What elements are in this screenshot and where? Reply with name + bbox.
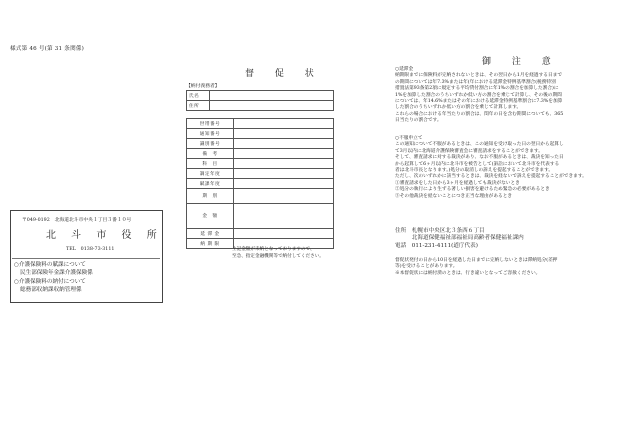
text-line: から起算して6ヶ月以内に北斗市を被告として(訴訟において北斗市を代表する xyxy=(395,161,560,167)
notice-line: 上記金額が未納となっておりますので、 xyxy=(232,247,315,252)
detail-label: 世帯番号 xyxy=(187,119,234,129)
text-line: ②処分の執行により生ずる著しい損害を避けるため緊急の必要があるとき xyxy=(395,187,550,193)
detail-label: 科 目 xyxy=(187,159,234,169)
table-row xyxy=(187,139,334,149)
section-title: ○不服申立て xyxy=(395,136,423,141)
table-row xyxy=(187,91,334,101)
name-label: 氏名 xyxy=(187,91,210,101)
detail-table xyxy=(186,118,334,249)
detail-label: 通知番号 xyxy=(187,129,234,139)
notice-line: 至急、指定金融機関等で納付してください。 xyxy=(232,254,324,260)
office-tel: TEL 0138-73-3111 xyxy=(66,247,115,252)
page-title: 督 促 状 xyxy=(245,69,323,79)
table-row xyxy=(187,189,334,204)
table-row xyxy=(187,169,334,179)
review-board-contact xyxy=(395,228,524,250)
payer-section-label: 【納付義務者】 xyxy=(186,84,220,89)
payer-table xyxy=(186,90,334,111)
text-line: ※本督促状には納付済のときは、行き違いとなってご容赦ください。 xyxy=(395,270,541,276)
table-row xyxy=(187,179,334,189)
address-value xyxy=(210,101,334,111)
contact-title: ○介護保険料の納付について xyxy=(14,279,86,285)
text-line: ただし、次のいずれかに該当するときは、裁決を経ないで訴えを提起することができます。 xyxy=(395,174,587,180)
table-row xyxy=(187,101,334,111)
office-name: 北 斗 市 役 所 xyxy=(46,230,163,241)
divider xyxy=(12,258,160,259)
address-label: 住所 xyxy=(187,101,210,111)
text-line: 督促状発付の日から10日を経過した日までに完納しないときは滞納処分(差押 xyxy=(395,258,558,263)
name-value xyxy=(210,91,334,101)
table-row xyxy=(187,159,334,169)
detail-label: 識別番号 xyxy=(187,139,234,149)
table-row xyxy=(187,229,334,239)
text-line: 等)を受けることがあります。 xyxy=(395,264,458,270)
detail-label: 金 額 xyxy=(187,204,234,229)
detail-label: 延 滞 金 xyxy=(187,229,234,239)
appeal-section xyxy=(395,136,610,200)
text-line: の期間については年7.3%または年(年における延滞金特例基準割合(税務特別 xyxy=(395,79,556,85)
text-line: 納期限までに保険料が完納されないときは、その翌日から1月を経過する日まで xyxy=(395,73,563,79)
table-row xyxy=(187,149,334,159)
detail-label: 期 別 xyxy=(187,189,234,204)
text-line: そして、審査請求に対する裁決があり、なお不服があるときは、裁決を知った日 xyxy=(395,155,564,161)
text-line: ③その他裁決を経ないことにつき正当な理由があるとき xyxy=(395,193,513,199)
table-row xyxy=(187,129,334,139)
detail-label: 納 期 限 xyxy=(187,239,234,249)
contact-line: 電話 011-231-4111(道庁代表) xyxy=(395,242,478,249)
contact-dept: 民生部保険年金課介護保険係 xyxy=(20,269,93,276)
text-line: 日当たりの割合です。 xyxy=(395,118,442,124)
text-line: 者は北斗市長となります。)処分の取消しの訴えを提起することができます。 xyxy=(395,168,554,174)
form-number: 様式第 46 号(第 31 条関係) xyxy=(10,46,85,52)
payment-contact xyxy=(14,279,86,294)
text-line: 1%を加算した割合のうちいずれか低い方の割合を乗じて計算し、その後の期間 xyxy=(395,92,562,98)
contact-dept: 総務部収納課収納管理係 xyxy=(20,286,82,293)
detail-label: 調定年度 xyxy=(187,169,234,179)
text-line: ①審査請求をした日から3ヶ月を経過しても裁決がないとき xyxy=(395,180,520,186)
contact-line: 住所 札幌市中央区北３条西６丁目 xyxy=(395,228,485,234)
detail-label: 賦課年度 xyxy=(187,179,234,189)
postal-address: 〒049-0192 北海道北斗市中央１丁目３番１０号 xyxy=(22,218,132,223)
assessment-contact xyxy=(14,262,93,277)
contact-line: 北海道保健福祉部福祉局高齢者保健福祉課内 xyxy=(395,235,524,242)
detail-label: 備 考 xyxy=(187,149,234,159)
text-line: て3月以内に北海道介護保険審査会に審査請求をすることができます。 xyxy=(395,148,543,154)
delay-fee-section xyxy=(395,67,610,125)
text-line: した割合のうちいずれか低い方の割合を乗じて計算します。 xyxy=(395,105,522,111)
text-line: については、年14.6%またはその年における延滞金特例基準割合に7.3%を加算 xyxy=(395,99,563,105)
text-line: この通知について不服があるときは、この通知を受け取った日の翌日から起算し xyxy=(395,142,564,148)
payment-notice xyxy=(232,246,324,261)
table-row xyxy=(187,204,334,229)
table-row xyxy=(187,119,334,129)
closing-notes xyxy=(395,258,610,277)
contact-title: ○介護保険料の賦課について xyxy=(14,262,86,268)
caution-heading: 御 注 意 xyxy=(482,57,560,67)
section-title: ○延滞金 xyxy=(395,67,414,72)
text-line: 措置法第93条第2項に規定する平均貸付割合に年1%の割合を加算した割合)に xyxy=(395,86,559,92)
text-line: これらの場合における年当たりの割合は、閏年の日を含む期間についても、365 xyxy=(395,111,564,117)
